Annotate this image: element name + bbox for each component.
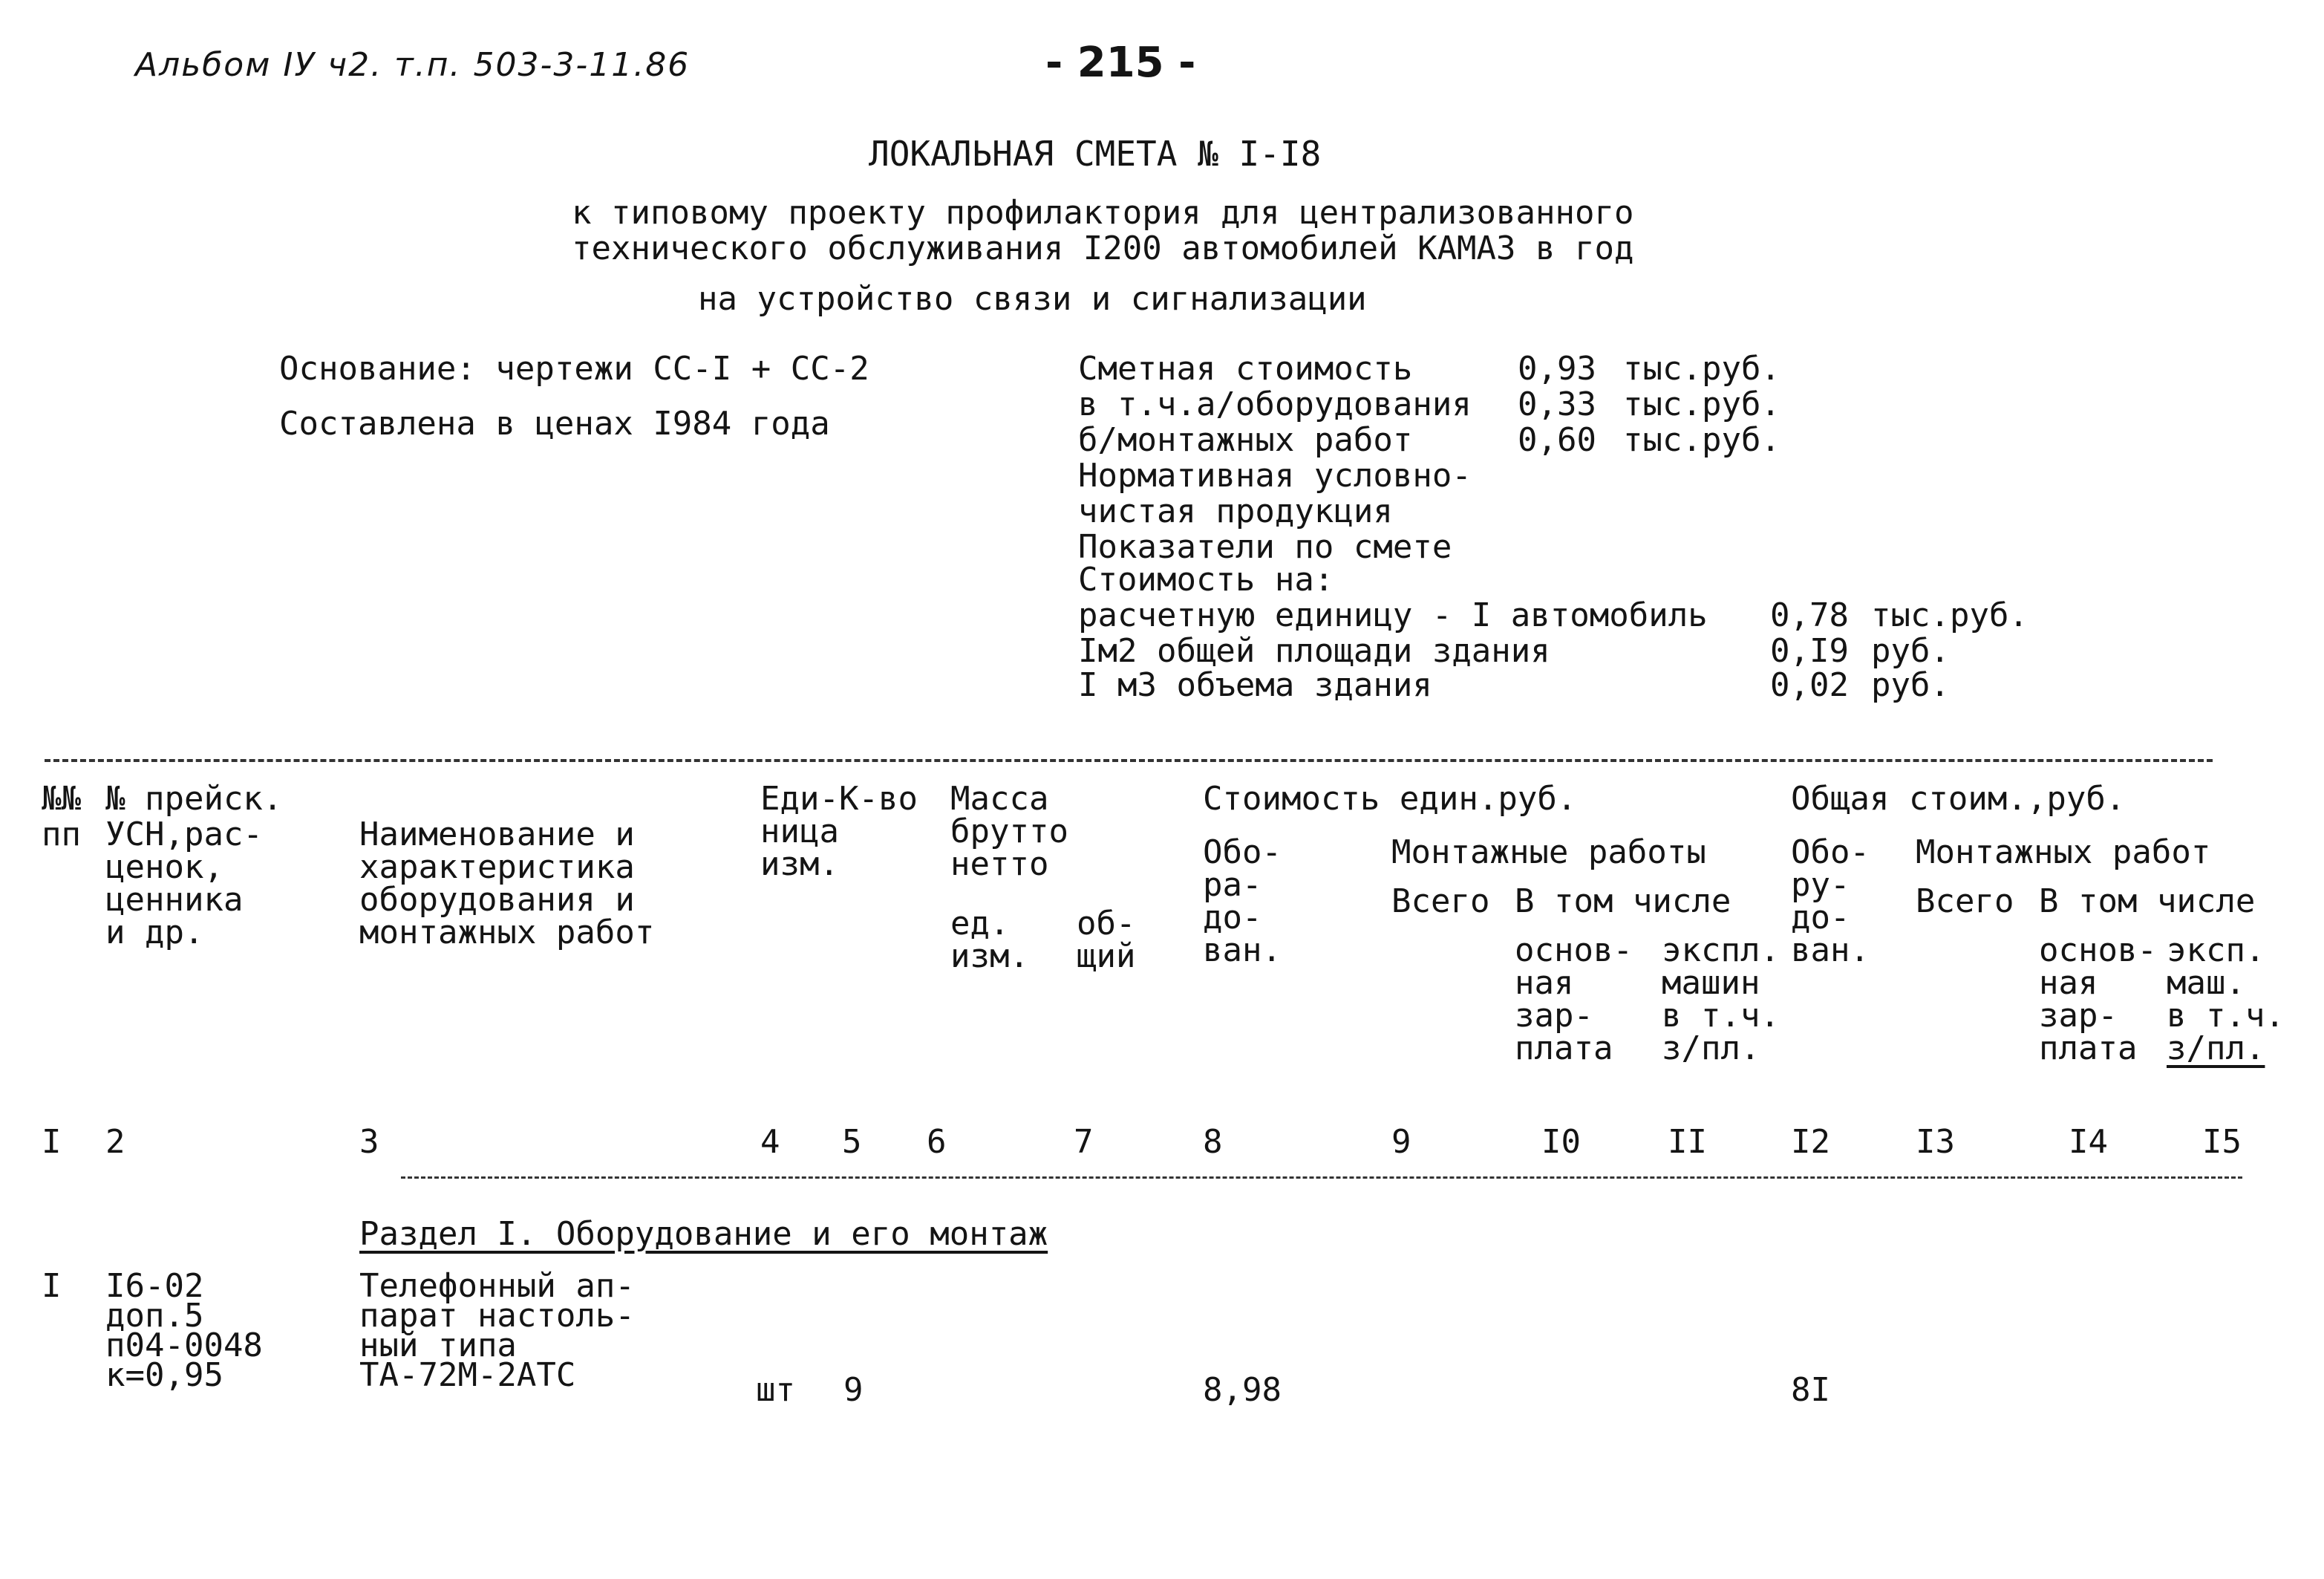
basis-prices: Составлена в ценах I984 года	[279, 405, 830, 443]
col6-header: Масса брутто нетто	[950, 780, 1068, 883]
row-item-name: Телефонный ап- парат настоль- ный типа ТА-72М-2АТС	[359, 1267, 635, 1394]
indicator-unit-0: тыс.руб.	[1871, 596, 2028, 634]
cost-note-1: чистая продукция	[1078, 492, 1393, 530]
mount-works-header: Монтажные работы	[1391, 833, 1706, 871]
colnum-10: I0	[1541, 1123, 1581, 1161]
cost-note-3: Стоимость на:	[1078, 561, 1334, 599]
col6-unit-header: ед. изм.	[950, 905, 1029, 975]
mount-total-header: Монтажных работ	[1916, 833, 2211, 871]
indicator-label-1: Iм2 общей площади здания	[1078, 632, 1550, 670]
col15-header: эксп. маш. в т.ч. з/пл.	[2167, 931, 2285, 1067]
col8-header: Обо- ра- до- ван.	[1203, 833, 1282, 969]
cost-summary-label-0: Сметная стоимость	[1078, 350, 1413, 388]
cost-note-0: Нормативная условно-	[1078, 457, 1472, 495]
colnum-12: I2	[1791, 1123, 1830, 1161]
indicator-label-0: расчетную единицу - I автомобиль	[1078, 596, 1708, 634]
indicator-value-0: 0,78	[1770, 596, 1849, 634]
including-header: В том числе	[1515, 882, 1731, 920]
row-price-code: I6-02 доп.5 п04-0048 к=0,95	[105, 1267, 263, 1394]
row-unit: шт	[756, 1371, 795, 1409]
cost-summary-label-2: б/монтажных работ	[1078, 421, 1413, 459]
row-number: I	[42, 1267, 62, 1305]
colnum-15: I5	[2202, 1123, 2242, 1161]
colnum-6: 6	[927, 1123, 947, 1161]
cost-summary-value-0: 0,93	[1518, 350, 1596, 388]
col3-header: Наименование и характеристика оборудования и монтажных работ	[359, 815, 655, 951]
indicator-unit-2: руб.	[1871, 666, 1950, 704]
total-cost-header: Общая стоим.,руб.	[1791, 780, 2126, 818]
colnum-3: 3	[359, 1123, 379, 1161]
row-quantity: 9	[843, 1371, 864, 1409]
col12-header: Обо- ру- до- ван.	[1791, 833, 1870, 969]
colnum-9: 9	[1391, 1123, 1411, 1161]
row-equipment-total: 8I	[1791, 1371, 1830, 1409]
subtitle-line-2: технического обслуживания I200 автомобилей КАМАЗ в год	[572, 229, 1634, 267]
column-number-rule	[401, 1176, 2242, 1179]
indicator-value-1: 0,I9	[1770, 632, 1849, 670]
colnum-7: 7	[1074, 1123, 1094, 1161]
cost-summary-unit-1: тыс.руб.	[1623, 385, 1780, 423]
col4-header: Еди- ница изм.	[760, 780, 839, 883]
cost-summary-unit-2: тыс.руб.	[1623, 421, 1780, 459]
row-equipment-unit-cost: 8,98	[1203, 1371, 1282, 1409]
cost-note-2: Показатели по смете	[1078, 528, 1452, 566]
cost-summary-value-2: 0,60	[1518, 421, 1596, 459]
col7-header: об- щий	[1077, 905, 1136, 975]
indicator-unit-1: руб.	[1871, 632, 1950, 670]
cost-summary-value-1: 0,33	[1518, 385, 1596, 423]
colnum-13: I3	[1916, 1123, 1955, 1161]
including-header-2: В том числе	[2039, 882, 2256, 920]
col5-header: К-во	[839, 780, 918, 818]
col10-header: основ- ная зар- плата	[1515, 931, 1633, 1067]
table-top-rule	[45, 759, 2213, 762]
colnum-8: 8	[1203, 1123, 1223, 1161]
unit-cost-header: Стоимость един.руб.	[1203, 780, 1577, 818]
colnum-5: 5	[842, 1123, 862, 1161]
cost-summary-label-1: в т.ч.а/оборудования	[1078, 385, 1472, 423]
subtitle-line-3: на устройство связи и сигнализации	[698, 280, 1367, 318]
colnum-2: 2	[105, 1123, 125, 1161]
col9-header: Всего	[1391, 882, 1490, 920]
basis-drawings: Основание: чертежи СС-I + СС-2	[279, 350, 869, 388]
colnum-11: II	[1668, 1123, 1707, 1161]
col13-header: Всего	[1916, 882, 2014, 920]
col14-header: основ- ная зар- плата	[2039, 931, 2157, 1067]
album-reference: Альбом IУ ч2. т.п. 503-3-11.86	[135, 46, 691, 84]
indicator-value-2: 0,02	[1770, 666, 1849, 704]
document-title: ЛОКАЛЬНАЯ СМЕТА № I-I8	[869, 134, 1322, 174]
page-number: - 215 -	[1045, 39, 1196, 87]
colnum-4: 4	[760, 1123, 780, 1161]
indicator-label-2: I м3 объема здания	[1078, 666, 1432, 704]
colnum-1: I	[42, 1123, 62, 1161]
section-title: Раздел I. Оборудование и его монтаж	[359, 1215, 1048, 1253]
col11-header: экспл. машин в т.ч. з/пл.	[1662, 931, 1780, 1067]
colnum-14: I4	[2069, 1123, 2108, 1161]
subtitle-line-1: к типовому проекту профилактория для централизованного	[572, 194, 1634, 232]
col1-header: №№ пп	[42, 780, 81, 853]
col2-header: № прейск. УСН,рас- ценок, ценника и др.	[105, 780, 283, 951]
cost-summary-unit-0: тыс.руб.	[1623, 350, 1780, 388]
